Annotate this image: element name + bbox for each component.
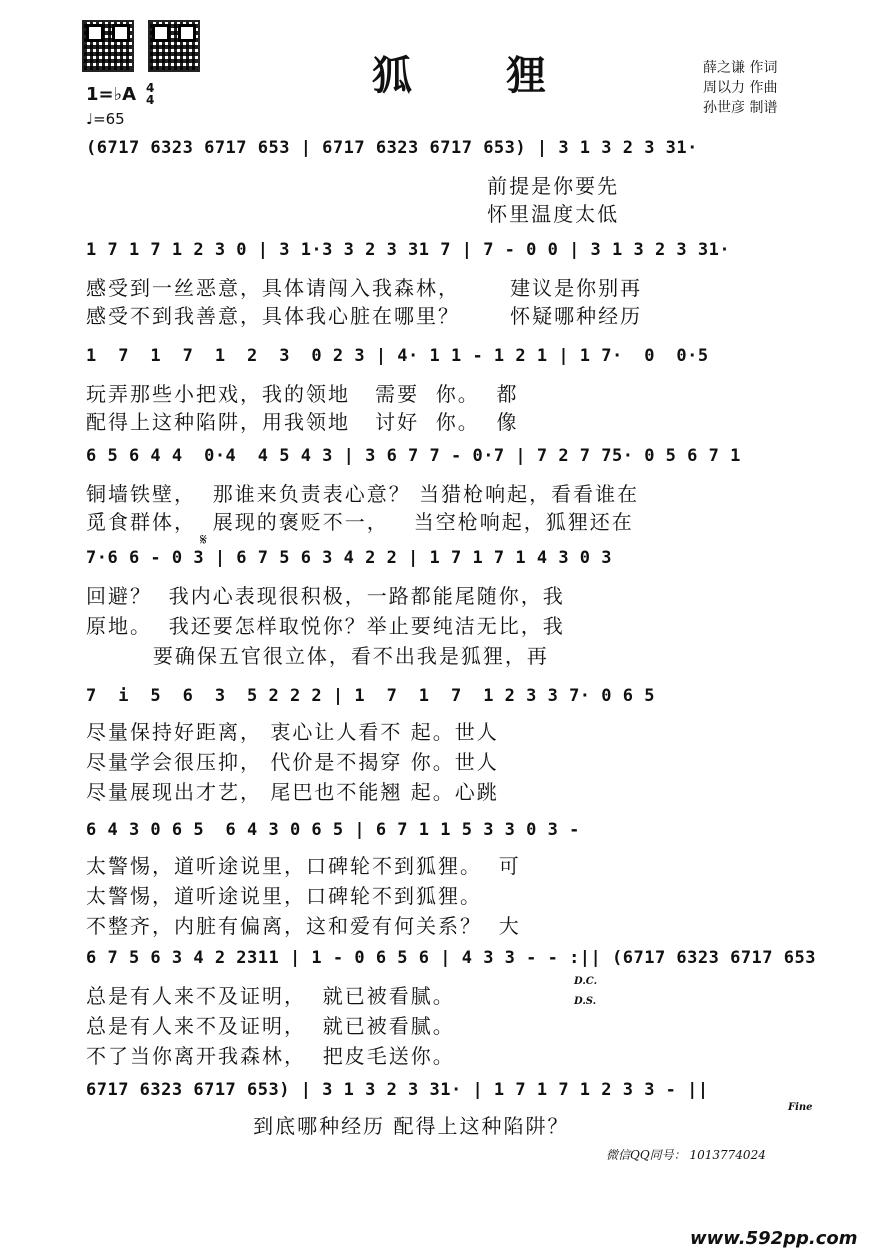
lyric-line: 要确保五官很立体，看不出我是狐狸，再 (86, 644, 549, 668)
lyric-line: 总是有人来不及证明， 就已被看腻。 (86, 1014, 455, 1038)
lyric-line: 原地。 我还要怎样取悦你？举止要纯洁无比，我 (86, 614, 565, 638)
segno-mark: 𝄋 (200, 530, 207, 549)
lyric-line: 铜墙铁壁， 那谁来负责表心意？ 当猎枪响起，看看谁在 (86, 482, 640, 506)
tempo: ♩=65 (86, 110, 125, 128)
lyric-line: 尽量学会很压抑， 代价是不揭穿 你。世人 (86, 750, 499, 774)
dc-mark: D.C. (574, 976, 598, 987)
contact-info: 微信QQ同号： 1013774024 (606, 1148, 766, 1162)
lyric-line: 感受不到我善意，具体我心脏在哪里？ 怀疑哪种经历 (86, 304, 643, 328)
lyric-line: 觅食群体， 展现的褒贬不一， 当空枪响起，狐狸还在 (86, 510, 634, 534)
lyric-line: 不整齐，内脏有偏离，这和爱有何关系？ 大 (86, 914, 521, 938)
time-top: 4 (146, 81, 155, 95)
song-title: 狐 狸 (372, 52, 586, 99)
qr-code-left (82, 20, 134, 72)
site-watermark: www.592pp.com (690, 1228, 858, 1249)
lyric-line: 感受到一丝恶意，具体请闯入我森林， 建议是你别再 (86, 276, 643, 300)
notation-row: 7 i 5 6 3 5 2 2 2 | 1 7 1 7 1 2 3 3 7· 0 6 5 (86, 686, 655, 706)
lyric-line: 配得上这种陷阱，用我领地 讨好 你。 像 (86, 410, 519, 434)
notation-row: 6717 6323 6717 653) | 3 1 3 2 3 31· | 1 7 1 7 1 2 3 3 - || (86, 1080, 709, 1100)
lyric-line: 前提是你要先 (86, 174, 620, 198)
lyric-line: 尽量保持好距离， 衷心让人看不 起。世人 (86, 720, 499, 744)
time-signature (146, 82, 154, 106)
notation-row: 7·6 6 - 0 3 | 6 7 5 6 3 4 2 2 | 1 7 1 7 1 4 3 0 3 (86, 548, 613, 568)
notation-row: 6 5 6 4 4 0·4 4 5 4 3 | 3 6 7 7 - 0·7 | 7 2 7 75· 0 5 6 7 1 (86, 446, 741, 466)
lyric-line: 回避？ 我内心表现很积极，一路都能尾随你，我 (86, 584, 565, 608)
lyric-line: 太警惕，道听途说里，口碑轮不到狐狸。 可 (86, 854, 521, 878)
key-signature: 1=♭A (86, 84, 137, 105)
notation-row: 1 7 1 7 1 2 3 0 2 3 | 4· 1 1 - 1 2 1 | 1 7· 0 0·5 (86, 346, 709, 366)
lyric-line: 到底哪种经历 配得上这种陷阱？ (86, 1114, 570, 1138)
lyricist: 薛之谦 作词 (703, 60, 778, 76)
ds-mark: D.S. (574, 996, 597, 1007)
notation-row: 6 7 5 6 3 4 2 2311 | 1 - 0 6 5 6 | 4 3 3 - - :|| (6717 6323 6717 653 (86, 948, 816, 968)
lyric-line: 总是有人来不及证明， 就已被看腻。 (86, 984, 455, 1008)
lyric-line: 不了当你离开我森林， 把皮毛送你。 (86, 1044, 455, 1068)
lyric-line: 玩弄那些小把戏，我的领地 需要 你。 都 (86, 382, 519, 406)
credits (703, 58, 777, 118)
notation-row: 6 4 3 0 6 5 6 4 3 0 6 5 | 6 7 1 1 5 3 3 0 3 - (86, 820, 580, 840)
time-bottom: 4 (146, 93, 155, 107)
composer: 周以力 作曲 (703, 80, 778, 96)
lyric-line: 怀里温度太低 (86, 202, 620, 226)
notation-row: 1 7 1 7 1 2 3 0 | 3 1·3 3 2 3 31 7 | 7 - 0 0 | 3 1 3 2 3 31· (86, 240, 731, 260)
notation-author: 孙世彦 制谱 (703, 100, 778, 116)
notation-row: (6717 6323 6717 653 | 6717 6323 6717 653) | 3 1 3 2 3 31· (86, 138, 698, 158)
lyric-line: 太警惕，道听途说里，口碑轮不到狐狸。 (86, 884, 482, 908)
qr-code-right (148, 20, 200, 72)
lyric-line: 尽量展现出才艺， 尾巴也不能翘 起。心跳 (86, 780, 499, 804)
fine-mark: Fine (788, 1102, 813, 1113)
